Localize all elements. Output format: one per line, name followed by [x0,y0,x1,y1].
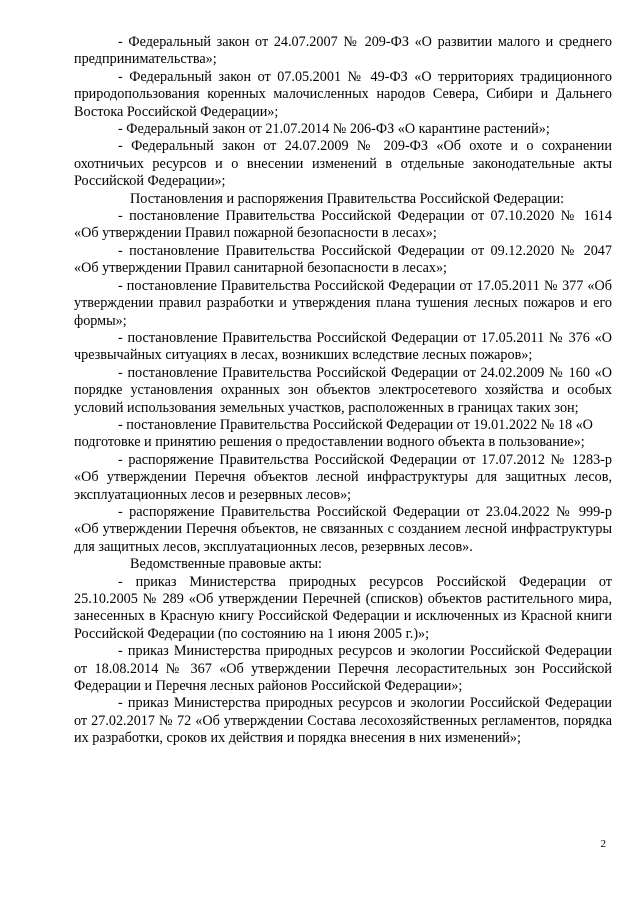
list-item-decree-2047: - постановление Правительства Российской Федерации от 09.12.2020 № 2047 «Об утверждении Правил санитарной безопасности в лесах»; [74,242,612,277]
list-item-decree-160: - постановление Правительства Российской Федерации от 24.02.2009 № 160 «О порядке установления охранных зон объектов электросетевого хозяйства и особых условий использования земельных участков, расположенных в границах таких зон; [74,364,612,416]
list-item-order-1283r: - распоряжение Правительства Российской Федерации от 17.07.2012 № 1283-р «Об утверждении Перечня объектов лесной инфраструктуры для защитных лесов, эксплуатационных лесов и резервных лесов»; [74,451,612,503]
list-item-ministry-order-72: - приказ Министерства природных ресурсов и экологии Российской Федерации от 27.02.2017 № 72 «Об утверждении Состава лесохозяйственных регламентов, порядка их разработки, сроков их действия и порядка внесения в них изменений»; [74,695,612,747]
list-item-decree-1614: - постановление Правительства Российской Федерации от 07.10.2020 № 1614 «Об утверждении Правил пожарной безопасности в лесах»; [74,208,612,242]
section-heading-departmental-acts: Ведомственные правовые акты: [130,556,322,573]
list-item-decree-18: - постановление Правительства Российской Федерации от 19.01.2022 № 18 «О подготовке и принятию решения о предоставлении водного объекта в пользование»; [74,416,593,451]
list-item-ministry-order-367: - приказ Министерства природных ресурсов и экологии Российской Федерации от 18.08.2014 № 367 «Об утверждении Перечня лесорастительных зон Российской Федерации и Перечня лесных районов Российской Федерации»; [74,643,612,695]
list-item-federal-law-209fz-hunting: - Федеральный закон от 24.07.2009 № 209-ФЗ «Об охоте и о сохранении охотничьих ресурсов и о внесении изменений в отдельные законодательные акты Российской Федерации»; [74,138,612,190]
list-item-decree-376: - постановление Правительства Российской Федерации от 17.05.2011 № 376 «О чрезвычайных ситуациях в лесах, возникших вследствие лесных пожаров»; [74,329,612,364]
list-item-federal-law-49fz-territories: - Федеральный закон от 07.05.2001 № 49-ФЗ «О территориях традиционного природопользования коренных малочисленных народов Севера, Сибири и Дальнего Востока Российской Федерации»; [74,68,612,120]
list-item-order-999r: - распоряжение Правительства Российской Федерации от 23.04.2022 № 999-р «Об утверждении Перечня объектов, не связанных с созданием лесной инфраструктуры для защитных лесов, эксплуатационных лесов, резервных лесов». [74,503,612,555]
page-number: 2 [600,838,606,850]
list-item-federal-law-209fz-small-business: - Федеральный закон от 24.07.2007 № 209-ФЗ «О развитии малого и среднего предпринимательства»; [74,34,612,68]
list-item-ministry-order-289: - приказ Министерства природных ресурсов Российской Федерации от 25.10.2005 № 289 «Об утверждении Перечней (списков) объектов растительного мира, занесенных в Красную книгу Российской Федерации и исключенных из Красной книги Российской Федерации (по состоянию на 1 июня 2005 г.)»; [74,573,612,642]
section-heading-government-decrees: Постановления и распоряжения Правительства Российской Федерации: [130,190,565,207]
list-item-federal-law-206fz-quarantine: - Федеральный закон от 21.07.2014 № 206-ФЗ «О карантине растений»; [118,121,550,138]
document-body [74,34,612,748]
list-item-decree-377: - постановление Правительства Российской Федерации от 17.05.2011 № 377 «Об утверждении правил разработки и утверждения плана тушения лесных пожаров и его формы»; [74,277,612,329]
